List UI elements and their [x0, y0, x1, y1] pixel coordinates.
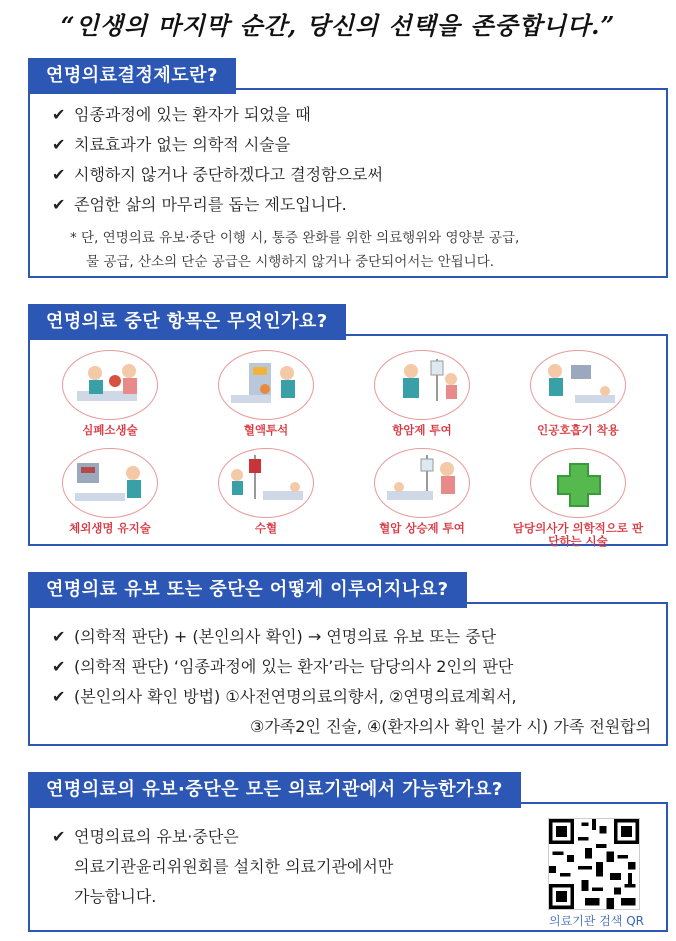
item-label: 체외생명 유지술: [69, 521, 151, 535]
definition-item: ✔ 시행하지 않거나 중단하겠다고 결정함으로써: [52, 165, 383, 184]
definition-note-line1: * 단, 연명의료 유보·중단 이행 시, 통증 완화를 위한 의료행위와 영양분 공급,: [70, 230, 520, 246]
definition-item: ✔ 임종과정에 있는 환자가 되었을 때: [52, 105, 311, 124]
item-label: 혈액투석: [243, 423, 289, 437]
section-facilities-box: [28, 802, 668, 932]
section-facilities: [28, 772, 668, 934]
item-cpr: [54, 350, 204, 442]
process-item: ✔ (의학적 판단) ‘임종과정에 있는 환자’라는 담당의사 2인의 판단: [52, 657, 514, 676]
item-transfusion: [210, 448, 360, 540]
check-icon: ✔: [52, 827, 66, 846]
check-icon: ✔: [52, 657, 66, 676]
item-label: 인공호흡기 착용: [537, 423, 619, 437]
section-definition-box: [28, 88, 668, 278]
check-icon: ✔: [52, 195, 66, 214]
item-chemotherapy: [366, 350, 516, 442]
cpr-icon: [62, 350, 158, 420]
medical-cross-icon: [530, 448, 626, 518]
section-definition-title: 연명의료결정제도란?: [28, 58, 236, 94]
check-icon: ✔: [52, 687, 66, 706]
section-items-box: [28, 334, 668, 546]
facilities-line3: 가능합니다.: [74, 887, 157, 906]
qr-code[interactable]: [548, 818, 640, 910]
ecmo-icon: [62, 448, 158, 518]
item-ecmo: [54, 448, 204, 540]
item-label: 담당의사가 의학적으로 판단하는 시술: [512, 521, 644, 548]
item-dialysis: [210, 350, 360, 442]
vasopressor-icon: [374, 448, 470, 518]
section-process: [28, 572, 668, 748]
check-icon: ✔: [52, 165, 66, 184]
section-facilities-title: 연명의료의 유보·중단은 모든 의료기관에서 가능한가요?: [28, 772, 521, 808]
item-ventilator: [522, 350, 672, 442]
qr-label: 의료기관 검색 QR: [549, 914, 644, 928]
chemotherapy-icon: [374, 350, 470, 420]
definition-note-line2: 물 공급, 산소의 단순 공급은 시행하지 않거나 중단되어서는 안됩니다.: [86, 254, 495, 270]
section-definition: [28, 58, 668, 280]
item-other-procedure: [512, 448, 672, 548]
ventilator-icon: [530, 350, 626, 420]
item-label: 심폐소생술: [82, 423, 138, 437]
facilities-line2: 의료기관윤리위원회를 설치한 의료기관에서만: [74, 857, 394, 876]
check-icon: ✔: [52, 627, 66, 646]
item-label: 항암제 투여: [392, 423, 452, 437]
page-quote: “인생의 마지막 순간, 당신의 선택을 존중합니다.”: [60, 11, 616, 40]
item-vasopressor: [366, 448, 516, 540]
check-icon: ✔: [52, 105, 66, 124]
process-item-continuation: ③가족2인 진술, ④(환자의사 확인 불가 시) 가족 전원합의: [250, 717, 652, 736]
facilities-item: ✔ 연명의료의 유보·중단은: [52, 827, 239, 846]
definition-item: ✔ 존엄한 삶의 마무리를 돕는 제도입니다.: [52, 195, 347, 214]
definition-item: ✔ 치료효과가 없는 의학적 시술을: [52, 135, 291, 154]
process-item: ✔ (의학적 판단) + (본인의사 확인) → 연명의료 유보 또는 중단: [52, 627, 497, 646]
section-items: [28, 304, 668, 548]
section-items-title: 연명의료 중단 항목은 무엇인가요?: [28, 304, 346, 340]
item-label: 혈압 상승제 투여: [379, 521, 465, 535]
item-label: 수혈: [254, 521, 278, 535]
section-process-title: 연명의료 유보 또는 중단은 어떻게 이루어지나요?: [28, 572, 467, 608]
dialysis-icon: [218, 350, 314, 420]
section-process-box: [28, 602, 668, 746]
process-item: ✔ (본인의사 확인 방법) ①사전연명의료의향서, ②연명의료계획서,: [52, 687, 517, 706]
check-icon: ✔: [52, 135, 66, 154]
transfusion-icon: [218, 448, 314, 518]
